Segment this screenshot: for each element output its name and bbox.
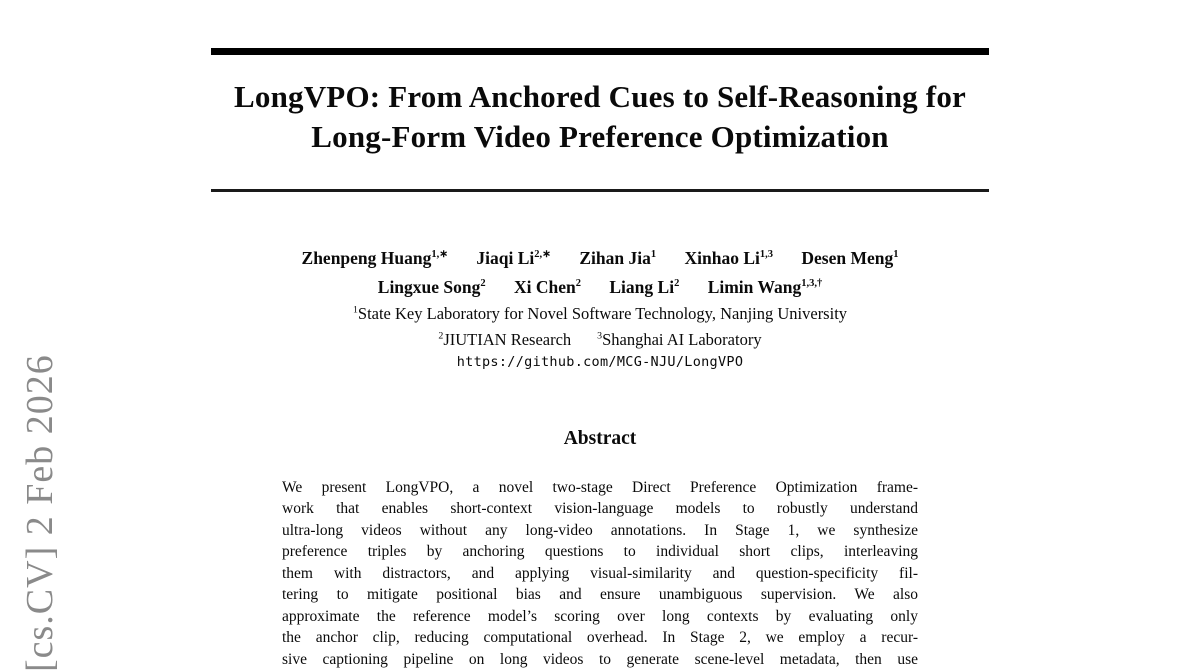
affiliation-marker: 3	[597, 330, 603, 342]
author	[302, 248, 449, 268]
abstract-line: sive captioning pipeline on long videos to generate scene-level metadata, then use	[282, 650, 918, 668]
github-repo-link[interactable]: https://github.com/MCG-NJU/LongVPO	[456, 353, 744, 370]
affiliation-text: Shanghai AI Laboratory	[602, 329, 762, 349]
author-affil-marker: 2	[674, 277, 680, 289]
title-rule-bottom	[211, 189, 989, 192]
affiliation	[438, 330, 571, 349]
author	[514, 277, 581, 297]
affiliation-marker: 2	[438, 330, 444, 342]
affiliation-line-2	[211, 325, 989, 351]
author-name: Jiaqi Li	[476, 247, 535, 268]
author-row-2	[211, 271, 989, 300]
author	[378, 277, 486, 297]
abstract-line: We present LongVPO, a novel two-stage Direct Preference Optimization frame-	[282, 478, 918, 496]
abstract-line: them with distractors, and applying visual-similarity and question-specificity fil-	[282, 564, 918, 582]
title-rule-top	[211, 48, 989, 55]
abstract-line: ultra-long videos without any long-video annotations. In Stage 1, we synthesize	[282, 521, 918, 539]
author-affil-marker: 1	[650, 249, 657, 260]
author-name: Zihan Jia	[579, 247, 651, 268]
abstract-line: the anchor clip, reducing computational overhead. In Stage 2, we employ a recur-	[282, 629, 918, 647]
abstract-line: approximate the reference model’s scoring over long contexts by evaluating only	[282, 607, 918, 625]
author	[684, 248, 773, 268]
abstract-body	[282, 477, 918, 671]
author-affil-marker: 1,∗	[431, 249, 449, 260]
author-affil-marker: 1	[893, 249, 899, 260]
author-name: Liang Li	[609, 276, 675, 297]
author-affil-marker: 2	[480, 277, 486, 289]
author-affil-marker: 1,3	[759, 249, 773, 260]
author-name: Limin Wang	[707, 276, 802, 297]
author-name: Zhenpeng Huang	[301, 247, 432, 268]
author	[476, 248, 551, 268]
author-affil-marker: 2,∗	[534, 249, 551, 260]
abstract-line: preference triples by anchoring questions to individual short clips, interleaving	[282, 543, 918, 561]
affiliation	[597, 330, 761, 349]
author-name: Lingxue Song	[377, 276, 481, 297]
paper-title	[211, 77, 989, 157]
affiliation	[353, 304, 847, 323]
paper-title-line1: LongVPO: From Anchored Cues to Self-Reasoning for	[234, 79, 966, 114]
abstract-heading: Abstract	[563, 427, 637, 449]
author	[609, 277, 679, 297]
author	[708, 277, 823, 297]
author-name: Xi Chen	[514, 276, 576, 297]
author-affil-marker: 1,3,†	[801, 277, 823, 289]
author-row-1	[211, 242, 989, 271]
author-affil-marker: 2	[575, 277, 581, 289]
paper-title-line2: Long-Form Video Preference Optimization	[311, 119, 889, 154]
author	[801, 248, 898, 268]
arxiv-sidebar-stamp: [cs.CV] 2 Feb 2026	[19, 354, 61, 672]
affiliation-line-1	[211, 300, 989, 326]
abstract-line: tering to mitigate positional bias and ensure unambiguous supervision. We also	[282, 586, 918, 604]
affiliation-block	[211, 300, 989, 373]
abstract-line: work that enables short-context vision-language models to robustly understand	[282, 500, 918, 518]
affiliation-text: State Key Laboratory for Novel Software Technology, Nanjing University	[357, 304, 848, 324]
paper-page	[211, 0, 989, 670]
author-name: Xinhao Li	[684, 247, 760, 268]
affiliation-text: JIUTIAN Research	[443, 329, 572, 349]
author-block	[211, 242, 989, 300]
author-name: Desen Meng	[801, 247, 894, 268]
author	[579, 248, 656, 268]
affiliation-marker: 1	[352, 304, 358, 316]
